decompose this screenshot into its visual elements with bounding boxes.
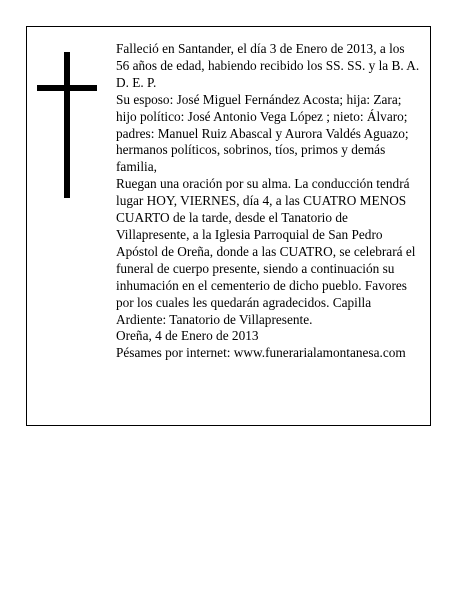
cross-vertical-bar — [64, 52, 70, 198]
obituary-text — [116, 41, 421, 362]
funeral-details: Ruegan una oración por su alma. La conducción tendrá lugar HOY, VIERNES, día 4, a las CUATRO MENOS CUARTO de la tarde, desde el Tanatorio de Villapresente, a la Iglesia Parroquial de San Pedro Apóstol de Oreña, donde a las CUATRO, se celebrará el funeral de cuerpo presente, siendo a continuación su inhumación en el cementerio de dicho pueblo. Favores por los cuales les quedarán agradecidos. Capilla Ardiente: Tanatorio de Villapresente. — [116, 176, 416, 327]
cross-horizontal-bar — [37, 85, 97, 91]
obituary-notice — [26, 26, 431, 426]
latin-cross-icon — [37, 52, 97, 198]
rest-in-peace: D. E. P. — [116, 74, 157, 90]
death-announcement: Falleció en Santander, el día 3 de Enero de 2013, a los 56 años de edad, habiendo recibido los SS. SS. y la B. A. — [116, 41, 420, 73]
condolences-web: Pésames por internet: www.funerarialamontanesa.com — [116, 345, 406, 361]
family-list: Su esposo: José Miguel Fernández Acosta; hija: Zara; hijo político: José Antonio Vega López ; nieto: Álvaro; padres: Manuel Ruiz Abascal y Aurora Valdés Aguazo; hermanos políticos, sobrinos, tíos, primos y demás familia, — [116, 91, 409, 175]
place-date: Oreña, 4 de Enero de 2013 — [116, 328, 259, 344]
